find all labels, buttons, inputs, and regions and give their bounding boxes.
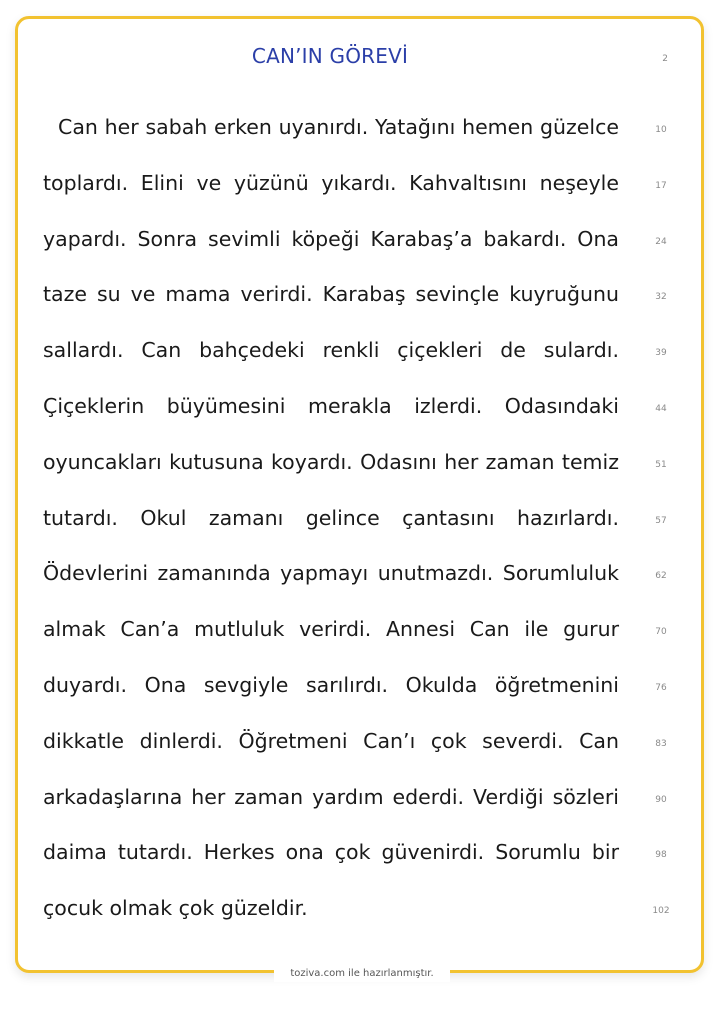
- line-word-count: 76: [655, 683, 667, 693]
- text-line: yapardı. Sonra sevimli köpeği Karabaş’a bakardı. Ona: [43, 226, 619, 251]
- text-line: duyardı. Ona sevgiyle sarılırdı. Okulda öğretmenini: [43, 673, 619, 697]
- footer-credit: toziva.com ile hazırlanmıştır.: [274, 966, 450, 982]
- line-word-count: 62: [655, 571, 667, 582]
- line-word-count: 24: [655, 236, 667, 247]
- text-line: tutardı. Okul zamanı gelince çantasını hazırlardı.: [43, 505, 619, 530]
- page-frame: [15, 16, 704, 973]
- line-word-count: 17: [655, 180, 667, 191]
- text-line: arkadaşlarına her zaman yardım ederdi. Verdiği sözleri: [43, 784, 619, 809]
- title-word-count: 2: [662, 54, 668, 64]
- text-line: sallardı. Can bahçedeki renkli çiçekleri de sulardı.: [43, 338, 619, 363]
- line-word-count: 57: [655, 515, 667, 526]
- text-line: Çiçeklerin büyümesini merakla izlerdi. Odasındaki: [43, 394, 619, 418]
- line-word-count: 32: [655, 292, 667, 303]
- line-word-count: 102: [652, 906, 670, 917]
- text-line: Ödevlerini zamanında yapmayı unutmazdı. Sorumluluk: [43, 561, 619, 586]
- line-word-count: 39: [655, 348, 667, 359]
- line-word-count: 51: [655, 459, 667, 470]
- line-word-count: 83: [655, 738, 667, 749]
- text-line: çocuk olmak çok güzeldir.: [43, 896, 308, 921]
- page-title: CAN’IN GÖREVİ: [251, 44, 409, 68]
- line-word-count: 10: [655, 125, 667, 135]
- line-word-count: 70: [655, 627, 667, 638]
- text-line: Can her sabah erken uyanırdı. Yatağını hemen güzelce: [58, 115, 619, 139]
- line-word-count: 90: [655, 794, 667, 805]
- line-word-count: 44: [655, 404, 667, 414]
- line-word-count: 98: [655, 850, 667, 861]
- text-line: toplardı. Elini ve yüzünü yıkardı. Kahvaltısını neşeyle: [43, 170, 619, 195]
- text-line: almak Can’a mutluluk verirdi. Annesi Can ile gurur: [43, 617, 619, 642]
- text-line: oyuncakları kutusuna koyardı. Odasını her zaman temiz: [43, 449, 619, 474]
- text-line: daima tutardı. Herkes ona çok güvenirdi. Sorumlu bir: [43, 840, 619, 865]
- text-line: taze su ve mama verirdi. Karabaş sevinçle kuyruğunu: [43, 282, 619, 307]
- text-line: dikkatle dinlerdi. Öğretmeni Can’ı çok severdi. Can: [43, 728, 619, 753]
